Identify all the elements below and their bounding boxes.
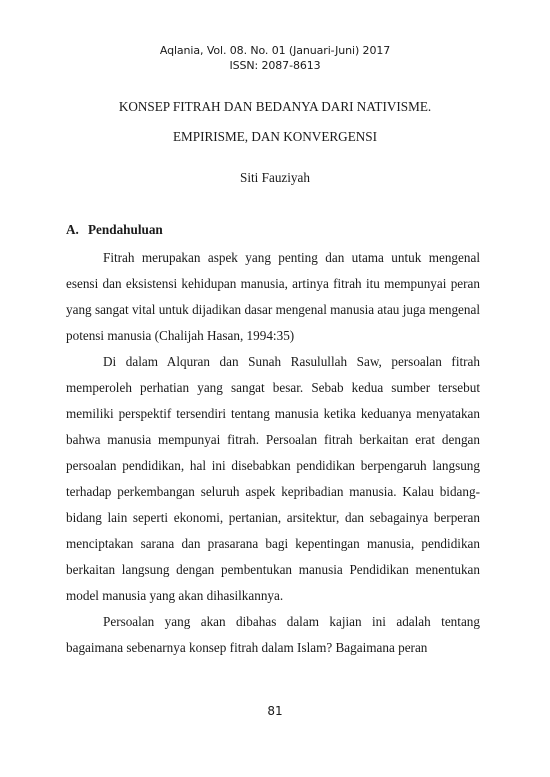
paragraph: Di dalam Alquran dan Sunah Rasulullah Saw, persoalan fitrah memperoleh perhatian yang sangat besar. Sebab kedua sumber tersebut memiliki perspektif tersendiri tentang manusia ketika keduanya menyatakan bahwa manusia mempunyai fitrah. Persoalan fitrah berkaitan erat dengan persoalan pendidikan, hal ini disebabkan pendidikan berpengaruh langsung terhadap perkembangan seluruh aspek kepribadian manusia. Kalau bidang-bidang lain seperti ekonomi, pertanian, arsitektur, dan sebagainya berperan menciptakan sarana dan prasarana bagi kepentingan manusia, pendidikan berkaitan langsung dengan pembentukan manusia Pendidikan menentukan model manusia yang akan dihasilkannya.: [66, 354, 480, 603]
section-heading: [66, 222, 163, 238]
journal-citation: Aqlania, Vol. 08. No. 01 (Januari-Juni) 2017: [159, 44, 391, 57]
issn: ISSN: 2087-8613: [229, 59, 321, 72]
page-number: 81: [267, 704, 283, 718]
paragraph: Fitrah merupakan aspek yang penting dan utama untuk mengenal esensi dan eksistensi kehidupan manusia, artinya fitrah itu mempunyai peran yang sangat vital untuk dijadikan dasar mengenal manusia atau juga mengenal potensi manusia (Chalijah Hasan, 1994:35): [66, 250, 480, 343]
body-text: [66, 245, 480, 661]
article-title-line-1: KONSEP FITRAH DAN BEDANYA DARI NATIVISME.: [118, 99, 432, 114]
paragraph: Persoalan yang akan dibahas dalam kajian ini adalah tentang bagaimana sebenarnya konsep fitrah dalam Islam? Bagaimana peran: [66, 614, 480, 655]
section-number: A.: [66, 222, 79, 237]
running-header: [0, 43, 550, 73]
section-title: Pendahuluan: [88, 222, 163, 237]
article-title-line-2: EMPIRISME, DAN KONVERGENSI: [172, 129, 378, 144]
author-name: Siti Fauziyah: [240, 170, 310, 185]
article-title: [60, 92, 490, 152]
